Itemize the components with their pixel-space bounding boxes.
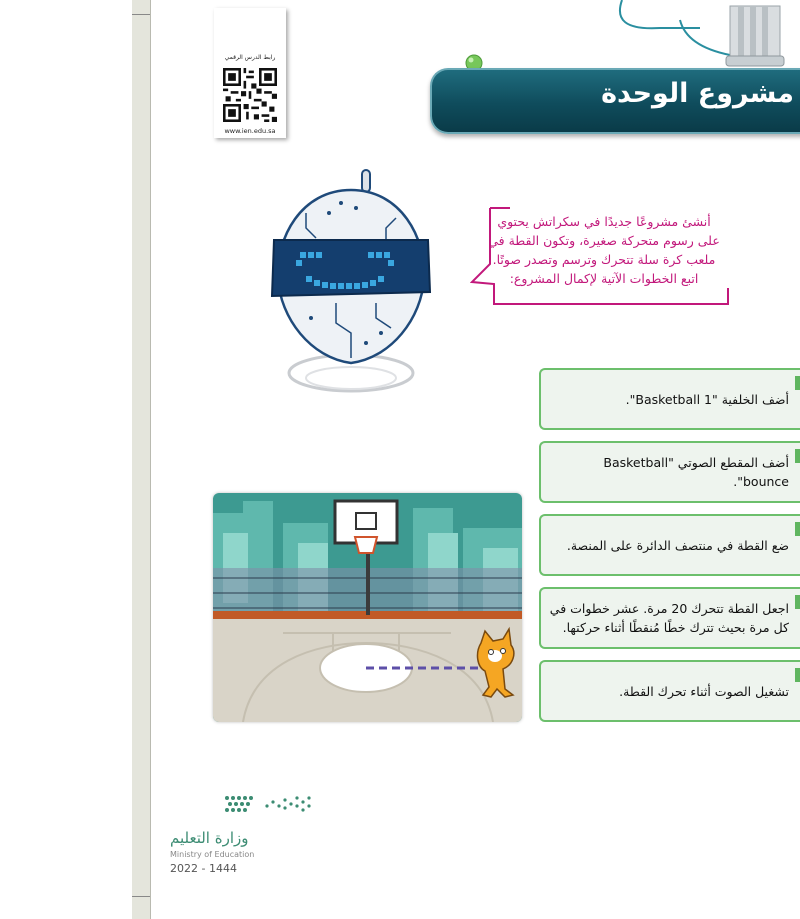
intro-text: أنشئ مشروعًا جديدًا في سكراتش يحتوي على رسوم متحركة صغيرة، وتكون القطة في ملعب كرة سلة تتحرك وترسم وتصدر صوتًا. اتبع الخطوات الآتية لإكمال المشروع: (488, 214, 720, 286)
qr-label: رابط الدرس الرقمي (224, 54, 276, 61)
digital-lesson-qr-card[interactable] (214, 8, 286, 138)
crop-mark-top (132, 14, 150, 15)
step-text: تشغيل الصوت أثناء تحرك القطة. (619, 683, 789, 699)
crop-mark-bottom (132, 896, 150, 897)
step-text: اجعل القطة تتحرك 20 مرة. عشر خطوات في كل مرة بحيث تترك خطًا مُنقطًا أثناء حركتها. (549, 601, 789, 635)
qr-code-icon (223, 68, 277, 122)
step-text: ضع القطة في منتصف الدائرة على المنصة. (566, 537, 789, 553)
book-spine (132, 0, 150, 919)
ministry-name-english: Ministry of Education (170, 850, 255, 859)
step-tab (795, 522, 800, 536)
step-tab (795, 449, 800, 463)
step-tab (795, 668, 800, 682)
robot-illustration (266, 168, 436, 398)
step-text: أضف الخلفية "Basketball 1". (625, 391, 789, 407)
step-4 (539, 587, 800, 649)
page-title: مشروع الوحدة (601, 78, 794, 109)
step-5 (539, 660, 800, 722)
qr-url: www.ien.edu.sa (224, 127, 276, 135)
step-tab (795, 376, 800, 390)
step-2 (539, 441, 800, 503)
step-tab (795, 595, 800, 609)
ministry-name-arabic: وزارة التعليم (170, 829, 249, 847)
step-3 (539, 514, 800, 576)
scratch-stage-preview (213, 493, 522, 722)
edition-year: 2022 - 1444 (170, 862, 237, 875)
spine-edge (150, 0, 151, 919)
step-text: أضف المقطع الصوتي "Basketball bounce". (603, 455, 789, 489)
ministry-logo-icon (222, 792, 312, 820)
step-1 (539, 368, 800, 430)
